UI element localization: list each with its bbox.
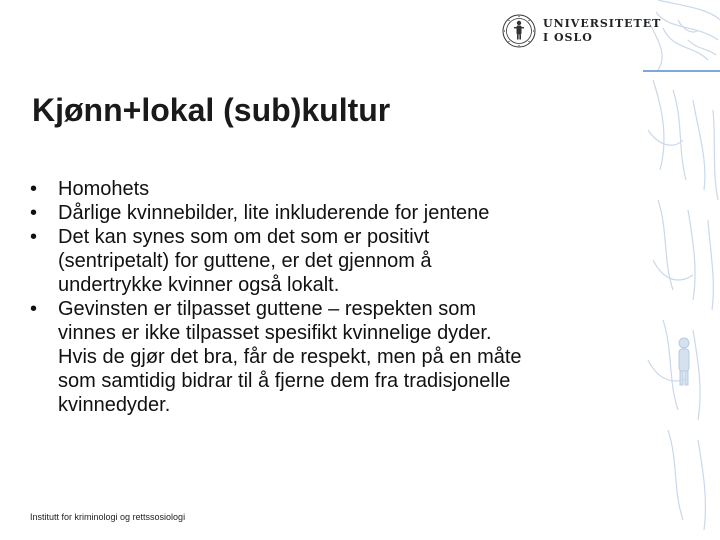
bullet-item: [24, 297, 624, 417]
bullet-line: (sentripetalt) for guttene, er det gjennom å: [58, 250, 432, 272]
university-wordmark: [543, 17, 661, 45]
bullet-line: Det kan synes som om det som er positivt: [58, 226, 430, 248]
logo-line-2: I OSLO: [543, 31, 593, 44]
university-logo: [502, 14, 662, 52]
bullet-line: kvinnedyder.: [58, 394, 171, 416]
bullet-line: Gevinsten er tilpasset guttene – respekten som: [58, 298, 477, 320]
decorative-sculpture-strip: [638, 0, 720, 540]
sculpture-illustration: [638, 0, 720, 540]
bullet-line: Hvis de gjør det bra, får de respekt, men på en måte: [58, 346, 522, 368]
bullet-marker: •: [30, 298, 38, 320]
bullet-line: Homohets: [58, 178, 150, 200]
bullet-marker: •: [30, 226, 38, 248]
slide-title: Kjønn+lokal (sub)kultur: [32, 92, 391, 128]
university-seal-icon: [502, 14, 536, 48]
bullet-line: som samtidig bidrar til å fjerne dem fra tradisjonelle: [58, 370, 511, 392]
header-accent-rule: [643, 70, 720, 72]
bullet-marker: •: [30, 178, 38, 200]
bullet-item: [24, 177, 624, 201]
bullet-list: [24, 177, 624, 417]
bullet-item: [24, 201, 624, 225]
logo-line-1: UNIVERSITETET: [543, 17, 662, 30]
bullet-item: [24, 225, 624, 297]
bullet-line: Dårlige kvinnebilder, lite inkluderende for jentene: [58, 202, 490, 224]
bullet-line: undertrykke kvinner også lokalt.: [58, 274, 340, 296]
bullet-marker: •: [30, 202, 38, 224]
bullet-line: vinnes er ikke tilpasset spesifikt kvinnelige dyder.: [58, 322, 492, 344]
footer-institute: Institutt for kriminologi og rettssosiologi: [30, 512, 186, 522]
